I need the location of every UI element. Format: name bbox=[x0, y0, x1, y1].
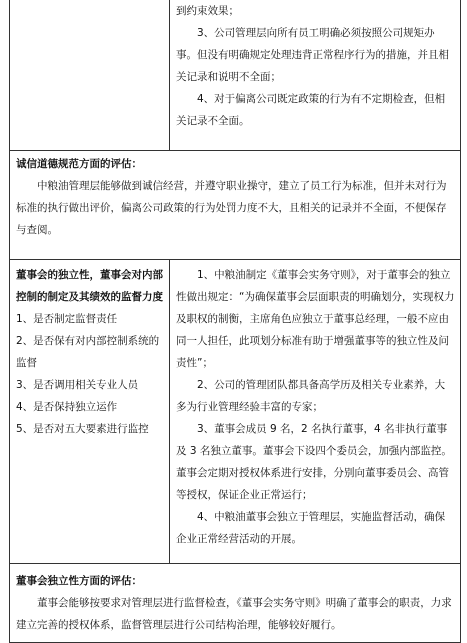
board-label-item-1: 1、是否制定监督责任 bbox=[16, 313, 118, 325]
rules-line-2: 3、公司管理层向所有员工明确必须按照公司规矩办事。但没有明确规定处理违背正常程序行为的措施，并且相关记录和说明不全面； bbox=[176, 27, 449, 83]
board-label-item-4: 4、是否保持独立运作 bbox=[16, 401, 118, 413]
rules-line-1: 到约束效果； bbox=[176, 5, 239, 17]
integrity-text: 中粮油管理层能够做到诚信经营，并遵守职业操守，建立了员工行为标准，但并未对行为标准的执行做出评价，偏离公司政策的行为处罚力度不大，且相关的记录并不全面，不便保存与查阅。 bbox=[16, 180, 447, 236]
board-label-item-3: 3、是否调用相关专业人员 bbox=[16, 379, 139, 391]
rules-line-3: 4、对于偏离公司既定政策的行为有不定期检查，但相关记录不全面。 bbox=[176, 93, 446, 127]
board-eval-heading: 董事会独立性方面的评估： bbox=[16, 575, 142, 587]
row-board-evaluation bbox=[10, 564, 461, 643]
board-content-2: 2、公司的管理团队都具备高学历及相关专业素养，大多为行业管理经验丰富的专家； bbox=[176, 379, 446, 413]
board-content-1: 1、中粮油制定《董事会实务守则》，对于董事会的独立性做出规定：“为确保董事会层面职责的明确划分，实现权力及职权的制衡，主席角色应独立于董事总经理，一般不应由同一人担任，此项划分标准有助于增强董事等的独立性及问责性”； bbox=[176, 269, 455, 369]
row-management-rules bbox=[10, 0, 461, 151]
management-rules-cell bbox=[170, 0, 461, 151]
board-content-3: 3、董事会成员 9 名，2 名执行董事，4 名非执行董事及 3 名独立董事。董事会下设四个委员会，加强内部监控。董事会定期对授权体系进行安排，分别向董事委员会、高管等授权，保证企业正常运行； bbox=[176, 423, 452, 501]
board-label-item-2: 2、是否保有对内部控制系统的监督 bbox=[16, 335, 160, 369]
evaluation-table bbox=[9, 0, 461, 643]
board-label-item-5: 5、是否对五大要素进行监控 bbox=[16, 423, 149, 435]
board-eval-text: 董事会能够按要求对管理层进行监督检查，《董事会实务守则》明确了董事会的职责，力求建立完善的授权体系，监督管理层进行公司结构治理，能够较好履行。 bbox=[16, 597, 452, 631]
row-board-independence bbox=[10, 260, 461, 564]
board-label-title: 董事会的独立性，董事会对内部控制的制定及其绩效的监督力度 bbox=[16, 269, 163, 303]
integrity-heading: 诚信道德规范方面的评估： bbox=[16, 158, 142, 170]
board-evaluation-cell bbox=[10, 564, 461, 643]
empty-label-cell bbox=[10, 0, 170, 151]
board-content-4: 4、中粮油董事会独立于管理层，实施监督活动，确保企业正常经营活动的开展。 bbox=[176, 511, 446, 545]
board-content-cell bbox=[170, 260, 461, 564]
board-label-cell bbox=[10, 260, 170, 564]
row-integrity-evaluation bbox=[10, 151, 461, 260]
integrity-evaluation-cell bbox=[10, 151, 461, 260]
